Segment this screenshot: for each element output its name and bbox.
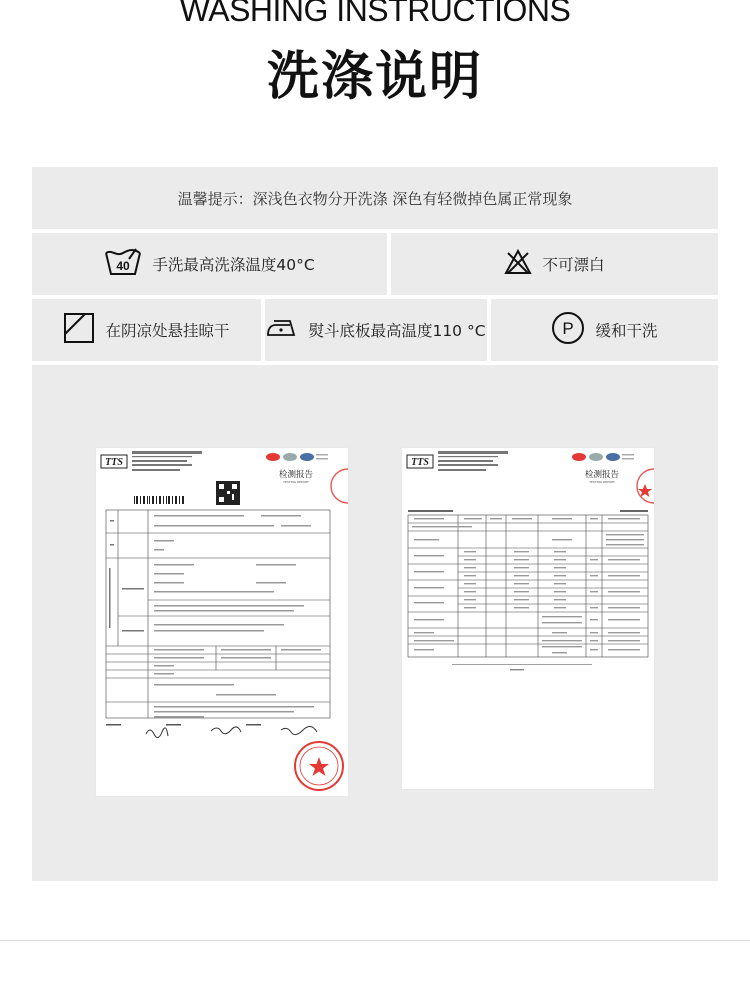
care-item-hand-wash (32, 233, 387, 295)
care-row-1 (32, 233, 718, 295)
care-item-no-bleach (391, 233, 718, 295)
care-label-no-bleach: 不可漂白 (542, 256, 605, 274)
test-report-2 (402, 448, 654, 789)
do-not-bleach-icon (504, 249, 532, 279)
report-subtitle-2: TESTING REPORT (589, 480, 615, 484)
care-item-iron (265, 299, 487, 361)
report-title-2: 检测报告 (584, 470, 620, 480)
care-row-2 (32, 299, 718, 361)
care-item-line-dry (32, 299, 261, 361)
page-title-cn: 洗涤说明 (266, 47, 483, 107)
hand-wash-40-icon (104, 247, 142, 281)
report-subtitle-1: TESTING REPORT (283, 480, 309, 484)
report-logo-text-1: TTS (105, 457, 123, 468)
line-dry-in-shade-icon (63, 312, 95, 348)
report-title-1: 检测报告 (278, 470, 314, 480)
iron-110-icon (266, 317, 298, 343)
care-item-dry-clean (491, 299, 718, 361)
test-report-1 (96, 448, 348, 796)
report-logo-text-2: TTS (411, 457, 429, 468)
tip-text: 温馨提示：深浅色衣物分开洗涤 深色有轻微掉色属正常现象 (177, 189, 573, 208)
care-label-iron: 熨斗底板最高温度110 °C (308, 322, 486, 340)
hand-wash-temp: 40 (116, 259, 131, 273)
care-label-dry-clean: 缓和干洗 (595, 322, 658, 340)
tip-banner (32, 167, 718, 229)
page-title-en: WASHING INSTRUCTIONS (179, 0, 571, 28)
care-label-hand-wash: 手洗最高洗涤温度40°C (152, 256, 315, 274)
report-logo-1 (101, 455, 127, 468)
footer-divider (0, 940, 750, 941)
report-logo-2 (407, 455, 433, 468)
care-label-line-dry: 在阴凉处悬挂晾干 (105, 322, 230, 340)
gentle-dry-clean-p-icon (551, 311, 585, 349)
dry-clean-letter: P (562, 319, 575, 338)
